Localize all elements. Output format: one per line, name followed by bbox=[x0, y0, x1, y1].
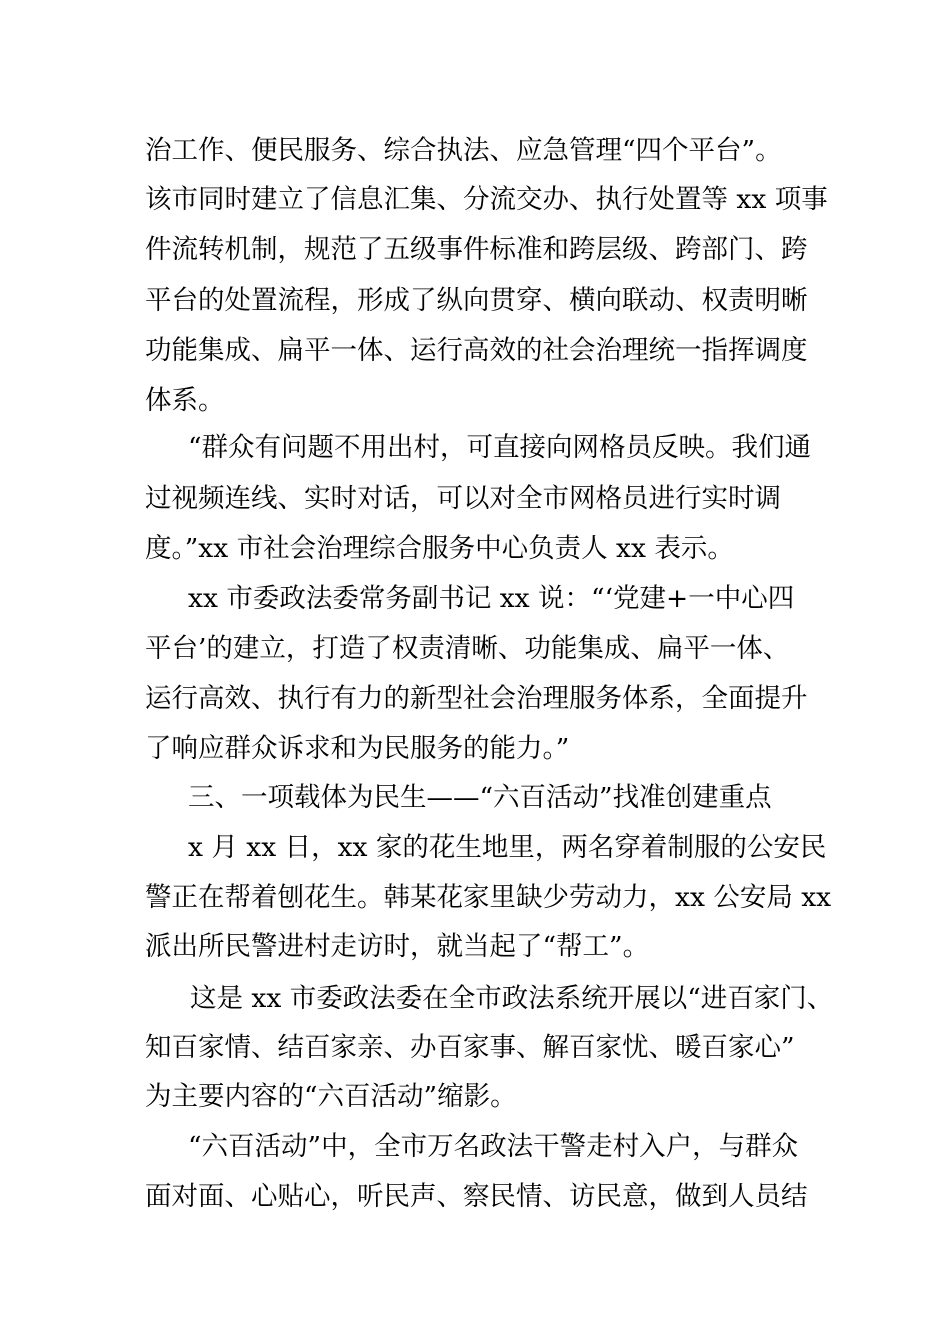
text-line-22: 面对面、心贴心，听民声、察民情、访民意，做到人员结 bbox=[145, 1181, 808, 1212]
text-line-6: 体系。 bbox=[145, 385, 225, 416]
text-line-7: “群众有问题不用出村，可直接向网格员反映。我们通 bbox=[188, 432, 812, 463]
text-line-4: 平台的处置流程，形成了纵向贯穿、横向联动、权责明晰 bbox=[145, 285, 808, 316]
text-line-20: 为主要内容的“六百活动”缩影。 bbox=[145, 1081, 517, 1112]
text-line-17: 派出所民警进村走访时，就当起了“帮工”。 bbox=[145, 931, 650, 962]
text-line-13: 了响应群众诉求和为民服务的能力。” bbox=[145, 733, 570, 764]
text-line-8: 过视频连线、实时对话，可以对全市网格员进行实时调 bbox=[145, 483, 781, 514]
text-line-3: 件流转机制，规范了五级事件标准和跨层级、跨部门、跨 bbox=[145, 234, 808, 265]
text-line-16: 警正在帮着刨花生。韩某花家里缺少劳动力，xx 公安局 xx bbox=[145, 882, 832, 913]
text-line-2: 该市同时建立了信息汇集、分流交办、执行处置等 xx 项事 bbox=[145, 184, 828, 215]
text-line-21: “六百活动”中，全市万名政法干警走村入户，与群众 bbox=[188, 1131, 799, 1162]
text-line-18: 这是 xx 市委政法委在全市政法系统开展以“进百家门、 bbox=[190, 983, 834, 1014]
text-line-12: 运行高效、执行有力的新型社会治理服务体系，全面提升 bbox=[145, 683, 808, 714]
text-line-19: 知百家情、结百家亲、办百家事、解百家忧、暖百家心” bbox=[145, 1032, 795, 1063]
text-line-10: xx 市委政法委常务副书记 xx 说：“‘党建+一中心四 bbox=[188, 583, 795, 614]
section-heading: 三、一项载体为民生——“六百活动”找准创建重点 bbox=[188, 782, 772, 813]
text-line-9: 度。”xx 市社会治理综合服务中心负责人 xx 表示。 bbox=[145, 533, 734, 564]
text-line-15: x 月 xx 日，xx 家的花生地里，两名穿着制服的公安民 bbox=[188, 832, 827, 863]
text-line-11: 平台’的建立，打造了权责清晰、功能集成、扁平一体、 bbox=[145, 633, 790, 664]
text-line-5: 功能集成、扁平一体、运行高效的社会治理统一指挥调度 bbox=[145, 335, 808, 366]
text-line-1: 治工作、便民服务、综合执法、应急管理“四个平台”。 bbox=[145, 135, 782, 166]
